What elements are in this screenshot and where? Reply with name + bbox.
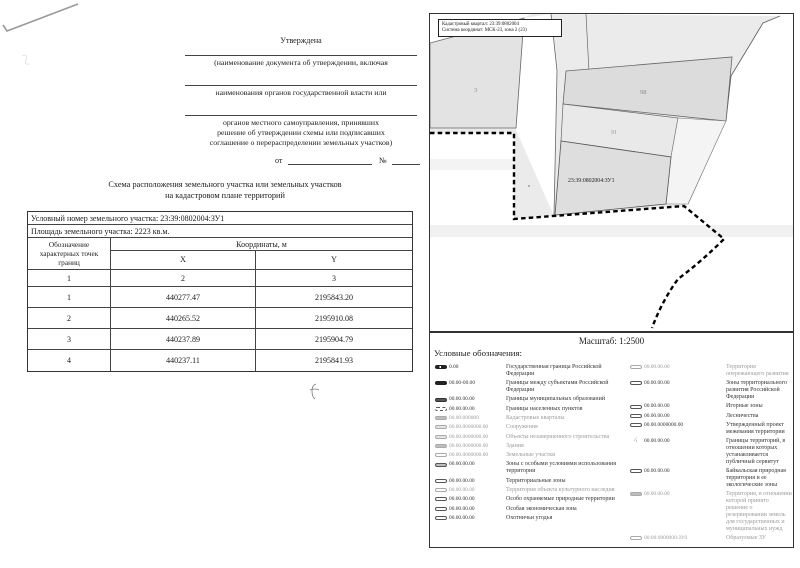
blank-line bbox=[185, 85, 417, 86]
legend-item bbox=[630, 468, 792, 489]
legend-item bbox=[435, 487, 627, 494]
legend-label: Здания bbox=[506, 442, 524, 449]
legend-code: 00.00-00.00 bbox=[449, 380, 476, 387]
legend-item bbox=[435, 380, 627, 394]
buildings-symbol bbox=[435, 444, 447, 448]
special-use-zones-symbol bbox=[435, 463, 447, 467]
legend-label: Государственная граница Российской Федерации bbox=[506, 364, 602, 377]
coordinates-header: Координаты, м bbox=[111, 238, 412, 251]
numbering-cell: 2 bbox=[111, 270, 256, 286]
coordinates-table bbox=[27, 211, 413, 372]
legend-code: 00.00.00.00 bbox=[449, 514, 475, 521]
legend-label: Объекты незавершенного строительства bbox=[506, 433, 610, 440]
legend-item bbox=[435, 396, 627, 403]
y-cell: 2195843.20 bbox=[315, 293, 353, 302]
legend-code: 00.00.0000000.00 bbox=[449, 452, 489, 459]
approval-caption-3b: решение об утверждении схемы или подписавших bbox=[217, 128, 385, 137]
scale-label: Масштаб: 1:2500 bbox=[578, 336, 645, 346]
formed-parcels-symbol bbox=[630, 536, 642, 540]
point-cell: 2 bbox=[28, 308, 111, 328]
parcel-3-label: 3 bbox=[474, 87, 478, 94]
legend-panel bbox=[429, 332, 794, 548]
constructions-symbol bbox=[435, 425, 447, 429]
legend-code: 00.00.00.00 bbox=[644, 403, 670, 410]
x-cell: 440237.11 bbox=[111, 350, 256, 371]
reserved-lands-symbol bbox=[630, 492, 642, 496]
legend-label: Образуемые ЗУ bbox=[726, 535, 766, 542]
legend-label: Территория, в отношении которой принято решение о резервировании земель для государственных и муниципальных нужд bbox=[726, 491, 792, 532]
parcel-91-label: 91 bbox=[611, 130, 617, 136]
legend-label: Байкальская природная территория и ее экологические зоны bbox=[726, 468, 786, 488]
legend-item bbox=[435, 364, 627, 378]
scheme-title bbox=[35, 179, 415, 201]
x-cell: 440237.89 bbox=[111, 329, 256, 349]
point-cell: 1 bbox=[28, 287, 111, 307]
legend-code: 00.00.0000000.00 bbox=[449, 442, 489, 449]
territorial-development-symbol bbox=[630, 381, 642, 385]
road-band bbox=[430, 225, 793, 237]
legend-code: 00.00.0000000.00 bbox=[449, 433, 489, 440]
legend-label: Зоны с особыми условиями использования территории bbox=[506, 461, 616, 475]
legend-code: 00.00.00.00 bbox=[449, 505, 475, 512]
survey-project-symbol bbox=[630, 423, 642, 427]
protected-areas-symbol bbox=[435, 497, 447, 501]
legend-code: 00.00.00.00 bbox=[449, 496, 475, 503]
y-column-header: Y bbox=[331, 255, 337, 264]
numbering-cell: 3 bbox=[332, 274, 336, 283]
x-cell: 440265.52 bbox=[111, 308, 256, 328]
signature-artifact bbox=[306, 382, 326, 400]
cultural-heritage-symbol bbox=[435, 488, 447, 492]
number-label: № bbox=[379, 156, 387, 165]
pen-mark-artifact bbox=[0, 0, 90, 100]
legend-label: Утвержденный проект межевания территории bbox=[726, 421, 785, 435]
legend-code: 0.00 bbox=[449, 364, 459, 370]
from-label: от bbox=[275, 156, 283, 165]
legend-code: 00.00.00.00 bbox=[449, 477, 475, 484]
legend-label: Территориальные зоны bbox=[506, 477, 566, 484]
road-band bbox=[430, 159, 514, 170]
legend-item bbox=[630, 403, 792, 410]
legend-code: 00:00:0000000:ЗУ0 bbox=[644, 535, 688, 542]
territorial-zones-symbol bbox=[435, 479, 447, 483]
parcel-98-label: 98 bbox=[640, 89, 647, 96]
conditional-number-row: Условный номер земельного участка: 23:39:0802004:ЗУ1 bbox=[28, 212, 412, 225]
legend-item bbox=[630, 491, 792, 532]
numbering-cell: 1 bbox=[28, 270, 111, 286]
legend-code: 00.00.00.00 bbox=[644, 380, 670, 387]
cadastral-quarter-line: Кадастровый квартал: 23:39:0802004 bbox=[442, 22, 519, 27]
legend-label: Кадастровые кварталы bbox=[506, 415, 565, 421]
municipal-border-symbol bbox=[435, 398, 447, 402]
legend-item bbox=[630, 438, 792, 466]
table-row bbox=[28, 350, 412, 371]
coordinate-system-line: Система координат: МСК-23, зона 2 (23) bbox=[442, 28, 527, 34]
table-row bbox=[28, 329, 412, 350]
legend-code: 00.00.0000000.00 bbox=[644, 421, 684, 428]
legend-right-column bbox=[630, 364, 792, 544]
cadastral-quarter-symbol bbox=[435, 416, 447, 420]
legend-item bbox=[435, 406, 627, 413]
approval-caption-3a: органов местного самоуправления, принявших bbox=[222, 118, 380, 127]
legend-item bbox=[630, 380, 792, 401]
legend-code: 00.00.0000000.00 bbox=[449, 424, 489, 431]
subject-border-symbol bbox=[435, 381, 447, 385]
approval-title: Утверждена bbox=[280, 36, 322, 45]
points-column-header: Обозначение характерных точек границ bbox=[28, 238, 111, 269]
map-drawing bbox=[430, 14, 793, 331]
legend-item bbox=[630, 364, 792, 378]
area-row: Площадь земельного участка: 2223 кв.м. bbox=[28, 225, 412, 238]
approval-caption-2: наименования органов государственной власти или bbox=[215, 88, 387, 97]
legend-label: Территория объекта культурного наследия bbox=[506, 486, 615, 493]
legend-item bbox=[435, 434, 627, 441]
legend-label: Границы территорий, в отношении которых устанавливается публичный сервитут bbox=[726, 438, 786, 465]
legend-code: 00.00.00.00 bbox=[449, 405, 475, 412]
point-cell: 4 bbox=[28, 350, 111, 371]
legend-code: 00.00.00.00 bbox=[449, 461, 475, 468]
legend-label: Охотничьи угодья bbox=[506, 514, 553, 521]
y-cell: 2195904.79 bbox=[315, 335, 353, 344]
legend-label: Особо охраняемые природные территории bbox=[506, 496, 615, 503]
table-row bbox=[28, 308, 412, 329]
y-cell: 2195841.93 bbox=[315, 356, 353, 365]
legend-code: 00.00.00.00 bbox=[644, 412, 670, 419]
numbering-row bbox=[28, 270, 412, 287]
legend-code: 00.00.00.00 bbox=[644, 364, 670, 370]
legend-item bbox=[435, 461, 627, 475]
advanced-development-symbol bbox=[630, 365, 642, 369]
legend-label: Зоны территориального развития Российской Федерации bbox=[726, 380, 787, 401]
legend-label: Игорные зоны bbox=[726, 403, 763, 410]
unfinished-objects-symbol bbox=[435, 435, 447, 439]
land-parcels-symbol bbox=[435, 453, 447, 457]
legend-item bbox=[435, 478, 627, 485]
baikal-territory-symbol bbox=[630, 469, 642, 473]
legend-item bbox=[630, 422, 792, 436]
table-row bbox=[28, 287, 412, 308]
legend-item bbox=[630, 535, 792, 542]
legend-item bbox=[435, 496, 627, 503]
hunting-grounds-symbol bbox=[435, 516, 447, 520]
settlement-border-symbol bbox=[435, 407, 447, 411]
date-blank-line bbox=[288, 164, 372, 165]
legend-code: 00.00.00.00 bbox=[644, 491, 670, 498]
legend-label: Земельные участки bbox=[506, 452, 556, 459]
legend-title: Условные обозначения: bbox=[434, 348, 522, 358]
cadastral-info-box bbox=[438, 19, 562, 37]
table-header bbox=[28, 238, 412, 270]
legend-item bbox=[435, 506, 627, 513]
legend-item bbox=[435, 443, 627, 450]
legend-label: Особая экономическая зона bbox=[506, 505, 577, 512]
legend-code: 00.00.00.00 bbox=[644, 468, 670, 475]
y-cell: 2195910.08 bbox=[315, 314, 353, 323]
target-parcel-label: 23:39:0802004:ЗУ1 bbox=[568, 178, 615, 184]
legend-item bbox=[435, 415, 627, 422]
legend-label: Границы населенных пунктов bbox=[506, 405, 583, 412]
legend-code: 00.00:000000 bbox=[449, 415, 479, 421]
date-number-line bbox=[185, 156, 417, 168]
approval-caption-3c: соглашение о перераспределении земельных участков) bbox=[209, 138, 393, 147]
forestry-symbol bbox=[630, 414, 642, 418]
scheme-title-line-1: Схема расположения земельного участка или земельных участков bbox=[108, 180, 342, 189]
economic-zone-symbol bbox=[435, 507, 447, 511]
legend-item bbox=[435, 424, 627, 431]
point-cell: 3 bbox=[28, 329, 111, 349]
point-mark bbox=[528, 185, 530, 187]
legend-code: 00.00.00.00 bbox=[449, 486, 475, 493]
blank-line bbox=[185, 55, 417, 56]
legend-label: Территория опережающего развития bbox=[726, 364, 789, 377]
legend-item bbox=[435, 515, 627, 522]
number-blank-line bbox=[392, 164, 420, 165]
legend-label: Границы муниципальных образований bbox=[506, 396, 606, 403]
blank-line bbox=[185, 115, 417, 116]
legend-left-column bbox=[435, 364, 627, 524]
legend-label: Сооружения bbox=[506, 424, 538, 431]
legend-label: Границы между субъектами Российской Федерации bbox=[506, 380, 609, 394]
gambling-zones-symbol bbox=[630, 405, 642, 409]
approval-caption-1: (наименование документа об утверждении, включая bbox=[214, 58, 388, 67]
legend-item bbox=[630, 413, 792, 420]
scheme-title-line-2: на кадастровом плане территорий bbox=[165, 191, 285, 200]
legend-code: 00.00.00.00 bbox=[449, 396, 475, 403]
state-border-symbol bbox=[435, 365, 447, 369]
legend-code: 00.00.00.00 bbox=[644, 438, 670, 445]
legend-item bbox=[435, 452, 627, 459]
cadastral-map bbox=[429, 13, 794, 332]
public-easement-symbol: ∕, bbox=[634, 437, 638, 444]
legend-label: Лесничества bbox=[726, 412, 759, 419]
x-cell: 440277.47 bbox=[111, 287, 256, 307]
x-column-header: X bbox=[111, 251, 256, 269]
